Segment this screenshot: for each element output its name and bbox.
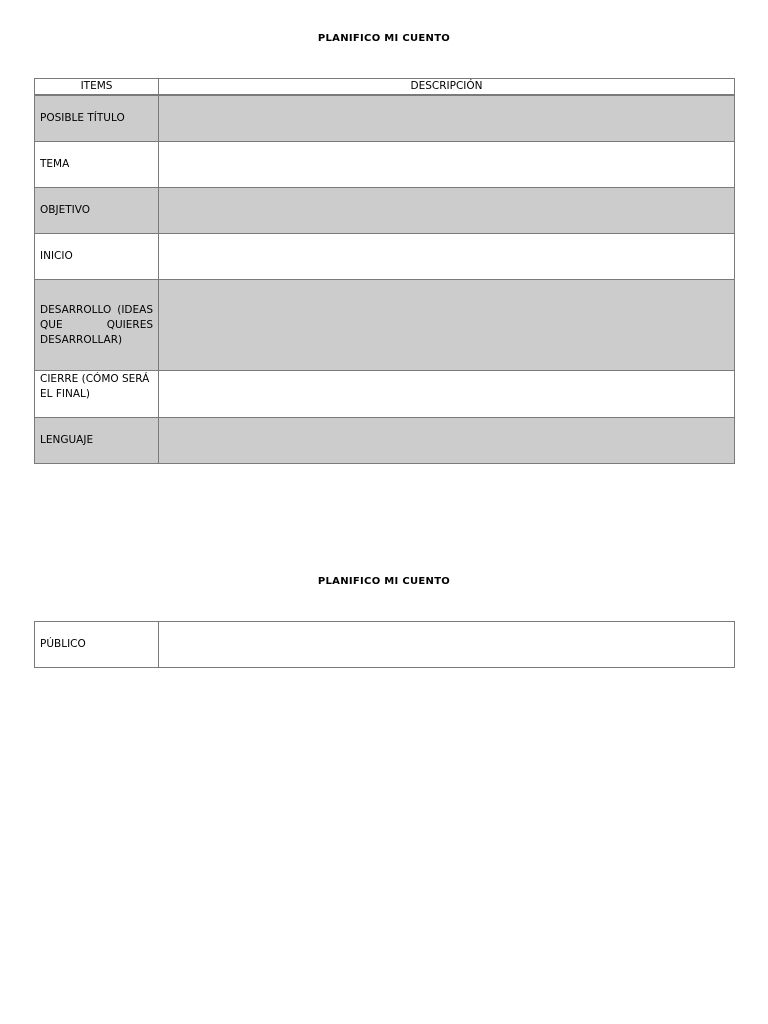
table-row [35, 188, 735, 234]
item-posible-titulo: POSIBLE TÍTULO [35, 95, 159, 142]
item-desarrollo: DESARROLLO (IDEAS QUE QUIERES DESARROLLAR) [35, 280, 159, 371]
table-row [35, 622, 735, 668]
page-title: PLANIFICO MI CUENTO [317, 33, 451, 44]
descripcion-cell[interactable] [159, 234, 735, 280]
descripcion-cell[interactable] [159, 622, 735, 668]
descripcion-cell[interactable] [159, 418, 735, 464]
audience-table [34, 621, 735, 668]
table-row [35, 371, 735, 418]
table-header-row [35, 79, 735, 96]
column-header-descripcion: DESCRIPCIÓN [159, 79, 735, 96]
table-row [35, 234, 735, 280]
item-objetivo: OBJETIVO [35, 188, 159, 234]
descripcion-cell[interactable] [159, 371, 735, 418]
descripcion-cell[interactable] [159, 95, 735, 142]
descripcion-cell[interactable] [159, 280, 735, 371]
item-inicio: INICIO [35, 234, 159, 280]
item-cierre: CIERRE (CÓMO SERÁ EL FINAL) [35, 371, 159, 418]
item-lenguaje: LENGUAJE [35, 418, 159, 464]
table-row [35, 142, 735, 188]
table-row [35, 418, 735, 464]
item-tema: TEMA [35, 142, 159, 188]
section-title: PLANIFICO MI CUENTO [317, 576, 451, 587]
item-publico: PÚBLICO [35, 622, 159, 668]
table-row [35, 280, 735, 371]
descripcion-cell[interactable] [159, 188, 735, 234]
column-header-items: ITEMS [35, 79, 159, 96]
descripcion-cell[interactable] [159, 142, 735, 188]
story-plan-table [34, 78, 735, 464]
table-row [35, 95, 735, 142]
